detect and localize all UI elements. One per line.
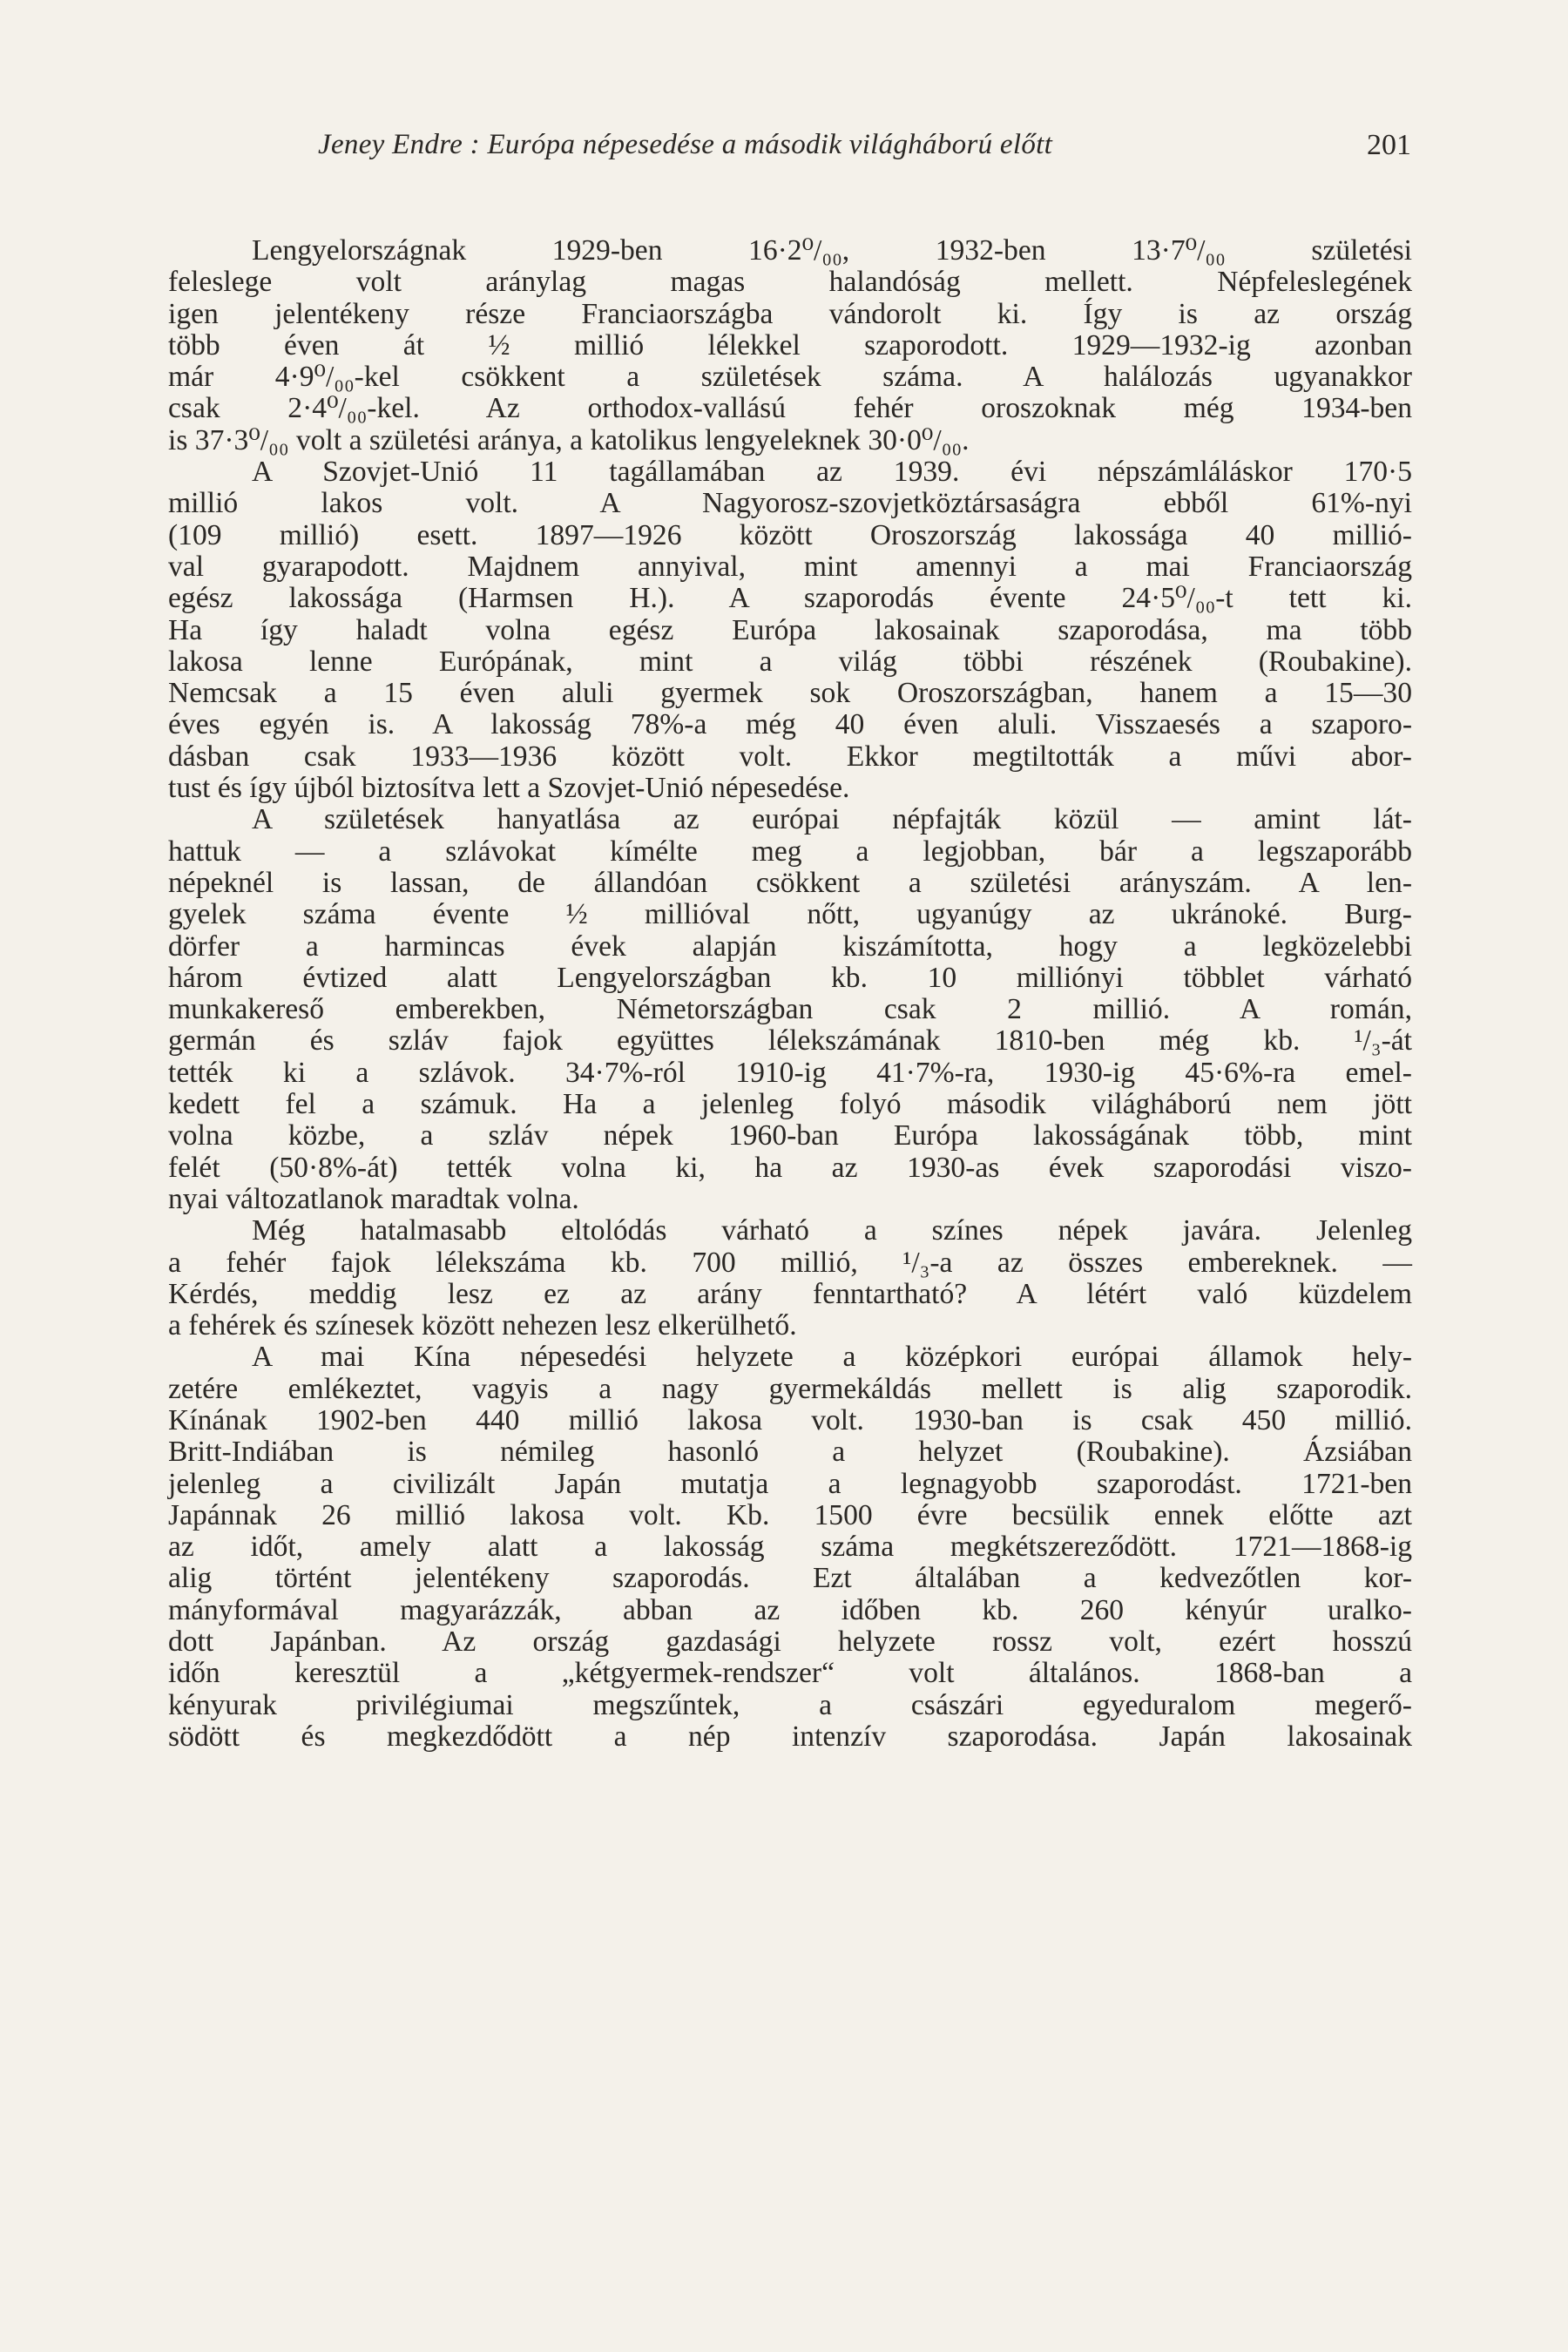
- text-line: millió lakos volt. A Nagyorosz-szovjetköztársaságra ebből 61%-nyi: [168, 487, 1412, 520]
- text-line: Nemcsak a 15 éven aluli gyermek sok Oroszországban, hanem a 15—30: [168, 677, 1412, 710]
- text-line: dásban csak 1933—1936 között volt. Ekkor megtiltották a művi abor-: [168, 740, 1412, 773]
- text-line: időn keresztül a „kétgyermek-rendszer“ volt általános. 1868-ban a: [168, 1657, 1412, 1690]
- text-line: A mai Kína népesedési helyzete a középkori európai államok hely-: [252, 1341, 1412, 1374]
- text-line: több éven át ½ millió lélekkel szaporodott. 1929—1932-ig azonban: [168, 328, 1412, 362]
- text-line: a fehér fajok lélekszáma kb. 700 millió, ¹/₃-a az összes embereknek. —: [168, 1246, 1412, 1279]
- page-header: [174, 129, 1411, 181]
- text-line: germán és szláv fajok együttes lélekszámának 1810-ben még kb. ¹/₃-át: [168, 1024, 1412, 1058]
- text-line: már 4·9⁰/₀₀-kel csökkent a születések száma. A halálozás ugyanakkor: [168, 361, 1412, 394]
- text-line: három évtized alatt Lengyelországban kb. 10 milliónyi többlet várható: [168, 961, 1412, 994]
- text-line: is 37·3⁰/₀₀ volt a születési aránya, a katolikus lengyeleknek 30·0⁰/₀₀.: [168, 423, 970, 456]
- text-line: mányformával magyarázzák, abban az időben kb. 260 kényúr uralko-: [168, 1593, 1412, 1626]
- text-line: A születések hanyatlása az európai népfajták közül — amint lát-: [252, 803, 1412, 836]
- text-line: az időt, amely alatt a lakosság száma megkétszereződött. 1721—1868-ig: [168, 1531, 1412, 1564]
- text-line: tust és így újból biztosítva lett a Szovjet-Unió népesedése.: [168, 772, 850, 805]
- text-line: södött és megkezdődött a nép intenzív szaporodása. Japán lakosainak: [168, 1720, 1412, 1753]
- text-line: kényurak privilégiumai megszűntek, a császári egyeduralom megerő-: [168, 1688, 1412, 1721]
- text-line: (109 millió) esett. 1897—1926 között Oroszország lakossága 40 millió-: [168, 518, 1412, 551]
- text-line: nyai változatlanok maradtak volna.: [168, 1182, 579, 1215]
- text-line: alig történt jelentékeny szaporodás. Ezt általában a kedvezőtlen kor-: [168, 1562, 1412, 1595]
- text-line: népeknél is lassan, de állandóan csökkent a születési arányszám. A len-: [168, 866, 1412, 899]
- running-title: Jeney Endre : Európa népesedése a második világháború előtt: [318, 129, 1053, 160]
- text-line: Lengyelországnak 1929-ben 16·2⁰/₀₀, 1932-ben 13·7⁰/₀₀ születési: [252, 234, 1412, 267]
- text-line: Még hatalmasabb eltolódás várható a színes népek javára. Jelenleg: [252, 1214, 1412, 1247]
- text-line: val gyarapodott. Majdnem annyival, mint amennyi a mai Franciaország: [168, 550, 1412, 583]
- text-line: egész lakossága (Harmsen H.). A szaporodás évente 24·5⁰/₀₀-t tett ki.: [168, 582, 1412, 615]
- text-line: hattuk — a szlávokat kímélte meg a legjobban, bár a legszaporább: [168, 835, 1412, 868]
- text-line: A Szovjet-Unió 11 tagállamában az 1939. évi népszámláláskor 170·5: [252, 456, 1412, 489]
- text-line: a fehérek és színesek között nehezen lesz elkerülhető.: [168, 1309, 797, 1342]
- text-line: gyelek száma évente ½ millióval nőtt, ugyanúgy az ukránoké. Burg-: [168, 898, 1412, 931]
- text-line: kedett fel a számuk. Ha a jelenleg folyó második világháború nem jött: [168, 1088, 1412, 1121]
- text-line: Britt-Indiában is némileg hasonló a helyzet (Roubakine). Ázsiában: [168, 1436, 1412, 1469]
- text-line: felét (50·8%-át) tették volna ki, ha az 1930-as évek szaporodási viszo-: [168, 1151, 1412, 1184]
- text-line: tették ki a szlávok. 34·7%-ról 1910-ig 41·7%-ra, 1930-ig 45·6%-ra emel-: [168, 1056, 1412, 1089]
- text-line: csak 2·4⁰/₀₀-kel. Az orthodox-vallású fehér oroszoknak még 1934-ben: [168, 392, 1412, 425]
- text-line: dörfer a harmincas évek alapján kiszámította, hogy a legközelebbi: [168, 929, 1412, 963]
- text-line: Ha így haladt volna egész Európa lakosainak szaporodása, ma több: [168, 613, 1412, 646]
- text-line: Japánnak 26 millió lakosa volt. Kb. 1500 évre becsülik ennek előtte azt: [168, 1498, 1412, 1531]
- text-line: munkakereső emberekben, Németországban csak 2 millió. A román,: [168, 993, 1412, 1026]
- text-line: dott Japánban. Az ország gazdasági helyzete rossz volt, ezért hosszú: [168, 1625, 1412, 1659]
- text-line: Kérdés, meddig lesz ez az arány fenntartható? A létért való küzdelem: [168, 1277, 1412, 1310]
- text-line: volna közbe, a szláv népek 1960-ban Európa lakosságának több, mint: [168, 1119, 1412, 1152]
- body-text: [168, 235, 1412, 1753]
- text-line: zetére emlékeztet, vagyis a nagy gyermekáldás mellett is alig szaporodik.: [168, 1372, 1412, 1405]
- page-number: 201: [1367, 129, 1411, 161]
- text-line: feleslege volt aránylag magas halandóság mellett. Népfeleslegének: [168, 266, 1412, 299]
- text-line: Kínának 1902-ben 440 millió lakosa volt. 1930-ban is csak 450 millió.: [168, 1403, 1412, 1436]
- text-line: éves egyén is. A lakosság 78%-a még 40 éven aluli. Visszaesés a szaporo-: [168, 708, 1412, 741]
- text-line: lakosa lenne Európának, mint a világ többi részének (Roubakine).: [168, 645, 1412, 678]
- text-line: jelenleg a civilizált Japán mutatja a legnagyobb szaporodást. 1721-ben: [168, 1467, 1412, 1500]
- text-line: igen jelentékeny része Franciaországba vándorolt ki. Így is az ország: [168, 297, 1412, 330]
